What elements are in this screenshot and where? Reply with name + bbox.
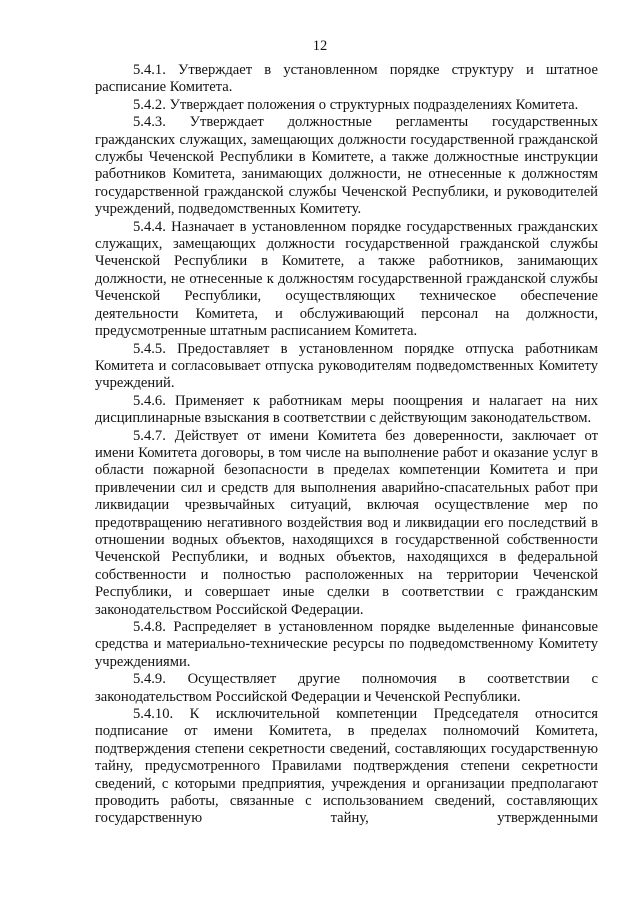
paragraph-5-4-3: 5.4.3. Утверждает должностные регламенты государственных гражданских служащих, замещающих должности государственной гражданской службы Чеченской Республики в Комитете, а также должностные инструкции работников Комитета, занимающих должности, не отнесенные к должностям государственной гражданской службы Чеченской Республики, и руководителей учреждений, подведомственных Комитету. xyxy=(95,114,598,218)
page-number: 12 xyxy=(312,38,328,54)
paragraph-5-4-5: 5.4.5. Предоставляет в установленном порядке отпуска работникам Комитета и согласовывает отпуска руководителям подведомственных Комитету учреждений. xyxy=(95,340,598,392)
paragraph-5-4-2: 5.4.2. Утверждает положения о структурных подразделениях Комитета. xyxy=(133,96,579,113)
paragraph-5-4-6: 5.4.6. Применяет к работникам меры поощрения и налагает на них дисциплинарные взыскания в соответствии с действующим законодательством. xyxy=(95,392,598,427)
document-body xyxy=(95,62,598,828)
paragraph-5-4-1: 5.4.1. Утверждает в установленном порядке структуру и штатное расписание Комитета. xyxy=(95,62,598,96)
paragraph-5-4-10: 5.4.10. К исключительной компетенции Председателя относится подписание от имени Комитета, в пределах полномочий Комитета, подтверждения степени секретности сведений, составляющих государственную тайну, предусмотренного Правилами подтверждения степени секретности сведений, с которыми предприятия, учреждения и организации предполагают проводить работы, связанные с использованием сведений, составляющих государственную тайну, утвержденными xyxy=(95,706,598,827)
paragraph-5-4-4: 5.4.4. Назначает в установленном порядке государственных гражданских служащих, замещающих должности государственной гражданской службы Чеченской Республики в Комитете, а также работников, занимающих должности, не отнесенные к должностям государственной гражданской службы Чеченской Республики, осуществляющих техническое обеспечение деятельности Комитета, и обслуживающий персонал на должности, предусмотренные штатным расписанием Комитета. xyxy=(95,218,598,340)
paragraph-5-4-9: 5.4.9. Осуществляет другие полномочия в соответствии с законодательством Российской Федерации и Чеченской Республики. xyxy=(95,671,598,705)
paragraph-5-4-8: 5.4.8. Распределяет в установленном порядке выделенные финансовые средства и материально-технические ресурсы по подведомственному Комитету учреждениями. xyxy=(95,619,598,670)
paragraph-5-4-7: 5.4.7. Действует от имени Комитета без доверенности, заключает от имени Комитета договоры, в том числе на выполнение работ и оказание услуг в области пожарной безопасности в пределах компетенции Комитета и при привлечении сил и средств для выполнения аварийно-спасательных работ при ликвидации чрезвычайных ситуаций, включая осуществление мер по предотвращению негативного воздействия вод и ликвидации его последствий в отношении водных объектов, находящихся в государственной собственности Чеченской Республики, и водных объектов, находящихся в федеральной собственности и полностью расположенных на территории Чеченской Республики, и совершает иные сделки в соответствии с гражданским законодательством Российской Федерации. xyxy=(95,427,598,618)
